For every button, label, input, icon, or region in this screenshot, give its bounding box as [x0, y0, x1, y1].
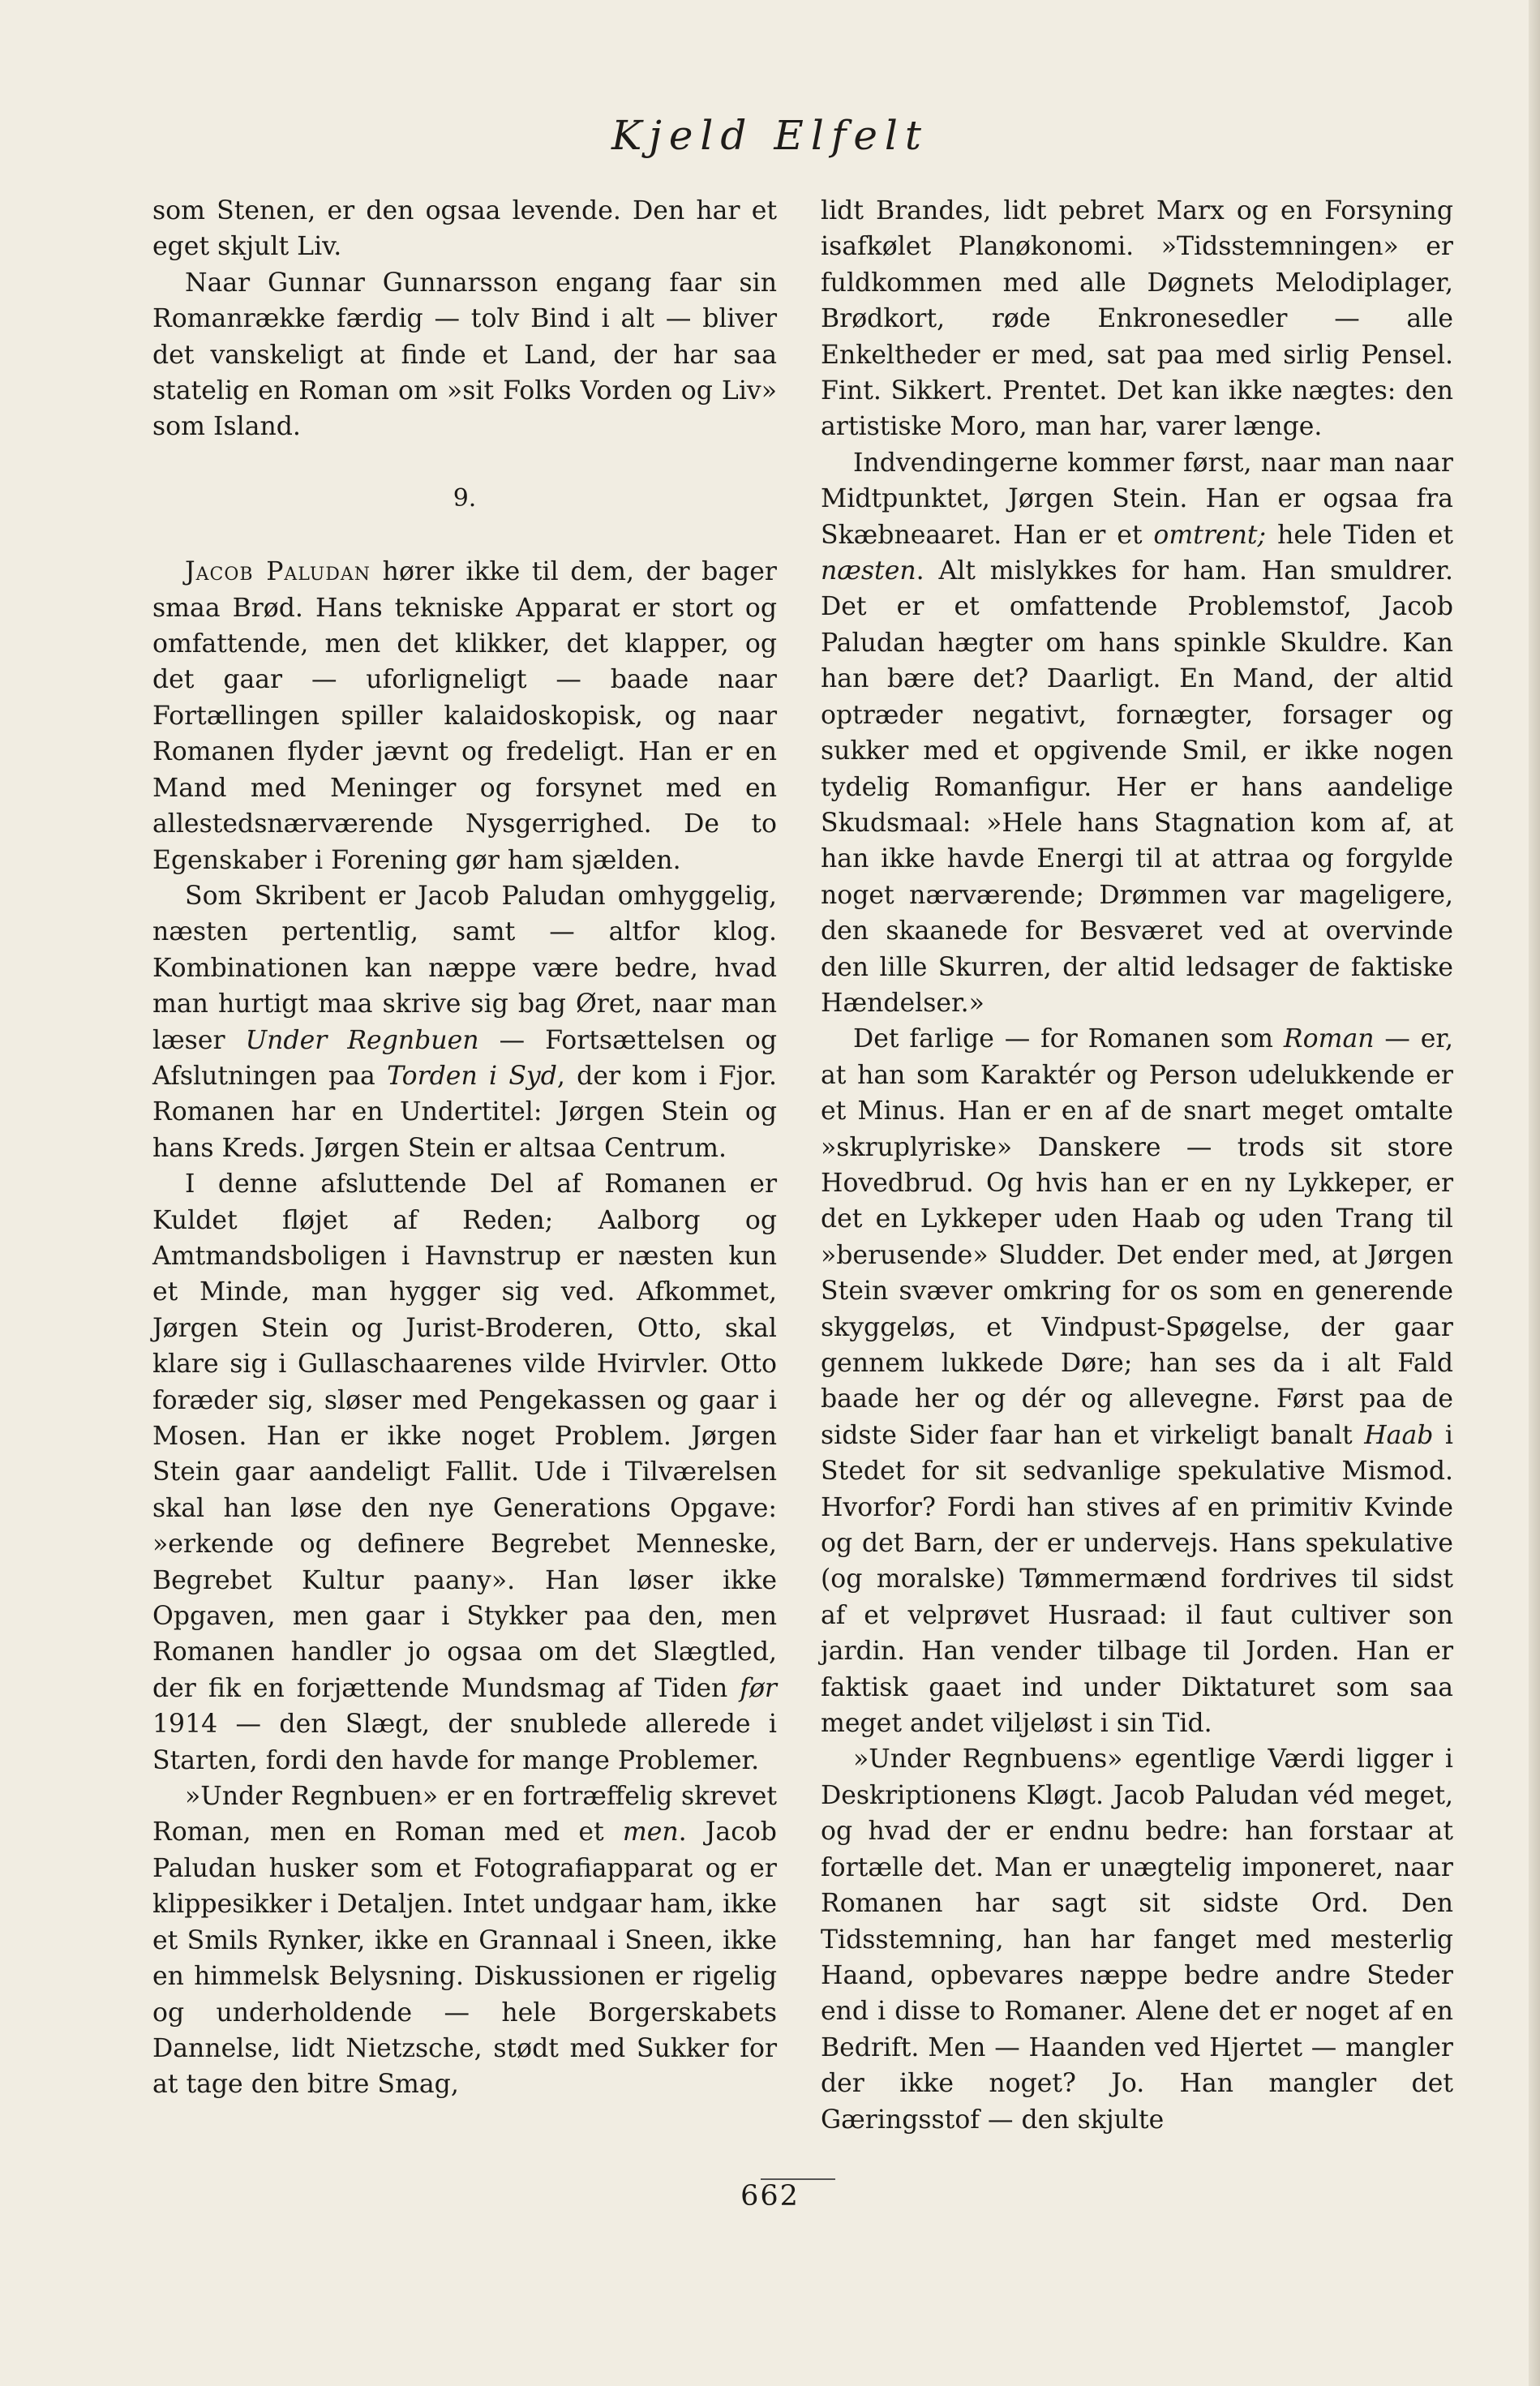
book-title: Torden i Syd	[387, 1061, 557, 1091]
paragraph: Naar Gunnar Gunnarsson engang faar sin Romanrække færdig — tolv Bind i alt — bliver det vanskeligt at finde et Land, der har saa statelig en Roman om »sit Folks Vorden og Liv» som Island.	[152, 268, 777, 442]
page-number: 662	[740, 2180, 800, 2212]
running-header: Kjeld Elfelt	[611, 112, 929, 159]
right-column	[821, 193, 1453, 2138]
emphasis: men	[622, 1817, 679, 1847]
paragraph	[821, 445, 1453, 1022]
paragraph: som Stenen, er den ogsaa levende. Den har et eget skjult Liv.	[152, 196, 777, 262]
emphasis: Roman	[1283, 1024, 1375, 1054]
text-run: 1914 — den Slægt, der snublede allerede i Starten, fordi den havde for mange Problemer.	[152, 1710, 777, 1775]
text-run: , der kom i Fjor. Romanen har en Undertitel: Jørgen Stein og hans Kreds. Jørgen Stein er altsaa Centrum.	[152, 1061, 777, 1163]
paragraph	[152, 878, 777, 1166]
text-run: Som Skribent er Jacob Paludan omhyggelig, næsten pertentlig, samt — altfor klog. Kombinationen kan næppe være bedre, hvad man hurtigt maa skrive sig bag Øret, naar man læser	[152, 881, 777, 1055]
text-run: Indvendingerne kommer først, naar man naar Midtpunktet, Jørgen Stein. Han er ogsaa fra Skæbneaaret. Han er et	[821, 448, 1453, 550]
paragraph	[152, 554, 777, 878]
paper-edge	[1529, 0, 1540, 2386]
author-name: Jacob Paludan	[185, 557, 371, 587]
paragraph	[152, 1166, 777, 1779]
emphasis: før	[740, 1673, 777, 1703]
text-run: I denne afsluttende Del af Romanen er Kuldet fløjet af Reden; Aalborg og Amtmandsboligen i Havnstrup er næsten kun et Minde, man hygger sig ved. Afkommet, Jørgen Stein og Jurist-Broderen, Otto, skal klare sig i Gullaschaarenes vilde Hvirvler. Otto foræder sig, sløser med Pengekassen og gaar i Mosen. Han er ikke noget Problem. Jørgen Stein gaar aandeligt Fallit. Ude i Tilværelsen skal han løse den nye Generations Opgave: »erkende og definere Begrebet Menneske, Begrebet Kultur paany». Han løser ikke Opgaven, men gaar i Stykker paa den, men Romanen handler jo ogsaa om det Slægtled, der fik en forjættende Mundsmag af Tiden	[152, 1169, 777, 1703]
paragraph	[152, 1779, 777, 2103]
book-title: Under Regnbuen	[245, 1025, 479, 1055]
text-run: hele Tiden et	[1266, 520, 1453, 550]
paragraph: lidt Brandes, lidt pebret Marx og en Forsyning isafkølet Planøkonomi. »Tidsstemningen» er fuldkommen med alle Døgnets Melodiplager, Brødkort, røde Enkronesedler — alle Enkeltheder er med, sat paa med sirlig Pensel. Fint. Sikkert. Prentet. Det kan ikke nægtes: den artistiske Moro, man har, varer længe.	[821, 196, 1453, 442]
section-number: 9.	[453, 483, 477, 513]
paragraph	[821, 1021, 1453, 1741]
emphasis: næsten	[821, 556, 916, 586]
text-run: . Alt mislykkes for ham. Han smuldrer. Det er et omfattende Problemstof, Jacob Paludan hægter om hans spinkle Skuldre. Kan han bære det? Daarligt. En Mand, der altid optræder negativt, fornægter, forsager og sukker med et opgivende Smil, er ikke nogen tydelig Romanfigur. Her er hans aandelige Skudsmaal: »Hele hans Stagnation kom af, at han ikke havde Energi til at attraa og forgylde noget nærværende; Drømmen var mageligere, den skaanede for Besværet ved at overvinde den lille Skurren, der altid ledsager de faktiske Hændelser.»	[821, 556, 1453, 1018]
text-run: i Stedet for sit sedvanlige spekulative Mismod. Hvorfor? Fordi han stives af en primitiv Kvinde og det Barn, der er undervejs. Hans spekulative (og moralske) Tømmermænd fordrives til sidst af et velprøvet Husraad: il faut cultiver son jardin. Han vender tilbage til Jorden. Han er faktisk gaaet ind under Diktaturet som saa meget andet viljeløst i sin Tid.	[821, 1420, 1453, 1739]
text-run: — Fortsættelsen og Afslutningen paa	[152, 1025, 777, 1091]
left-column	[152, 193, 777, 2103]
text-run: . Jacob Paludan husker som et Fotografiapparat og er klippesikker i Detaljen. Intet undgaar ham, ikke et Smils Rynker, ikke en Grannaal i Sneen, ikke en himmelsk Belysning. Diskussionen er rigelig og underholdende — hele Borgerskabets Dannelse, lidt Nietzsche, stødt med Sukker for at tage den bitre Smag,	[152, 1817, 777, 2100]
emphasis: omtrent;	[1153, 520, 1267, 550]
emphasis: Haab	[1364, 1420, 1434, 1450]
text-run: Det farlige — for Romanen som	[853, 1024, 1284, 1054]
text-run: — er, at han som Karaktér og Person udelukkende er et Minus. Han er en af de snart meget omtalte »skruplyriske» Danskere — trods sit store Hovedbrud. Og hvis han er en ny Lykkeper, er det en Lykkeper uden Haab og uden Trang til »berusende» Sludder. Det ender med, at Jørgen Stein svæver omkring for os som en generende skyggeløs, et Vindpust-Spøgelse, der gaar gennem lukkede Døre; han ses da i alt Fald baade her og dér og allevegne. Først paa de sidste Sider faar han et virkeligt banalt	[821, 1024, 1453, 1450]
paragraph-text: hører ikke til dem, der bager smaa Brød. Hans tekniske Apparat er stort og omfattende, men det klikker, det klapper, og det gaar — uforligneligt — baade naar Fortællingen spiller kalaidoskopisk, og naar Romanen flyder jævnt og fredeligt. Han er en Mand med Meninger og forsynet med en allestedsnærværende Nysgerrighed. De to Egenskaber i Forening gør ham sjælden.	[152, 557, 777, 875]
text-run: »Under Regnbuen» er en fortræffelig skrevet Roman, men en Roman med et	[152, 1782, 777, 1847]
paragraph: »Under Regnbuens» egentlige Værdi ligger i Deskriptionens Kløgt. Jacob Paludan véd meget, og hvad der er endnu bedre: han forstaar at fortælle det. Man er unægtelig imponeret, naar Romanen har sagt sit sidste Ord. Den Tidsstemning, han har fanget med mesterlig Haand, opbevares næppe bedre andre Steder end i disse to Romaner. Alene det er noget af en Bedrift. Men — Haanden ved Hjertet — mangler der ikke noget? Jo. Han mangler det Gæringsstof — den skjulte	[821, 1744, 1453, 2135]
